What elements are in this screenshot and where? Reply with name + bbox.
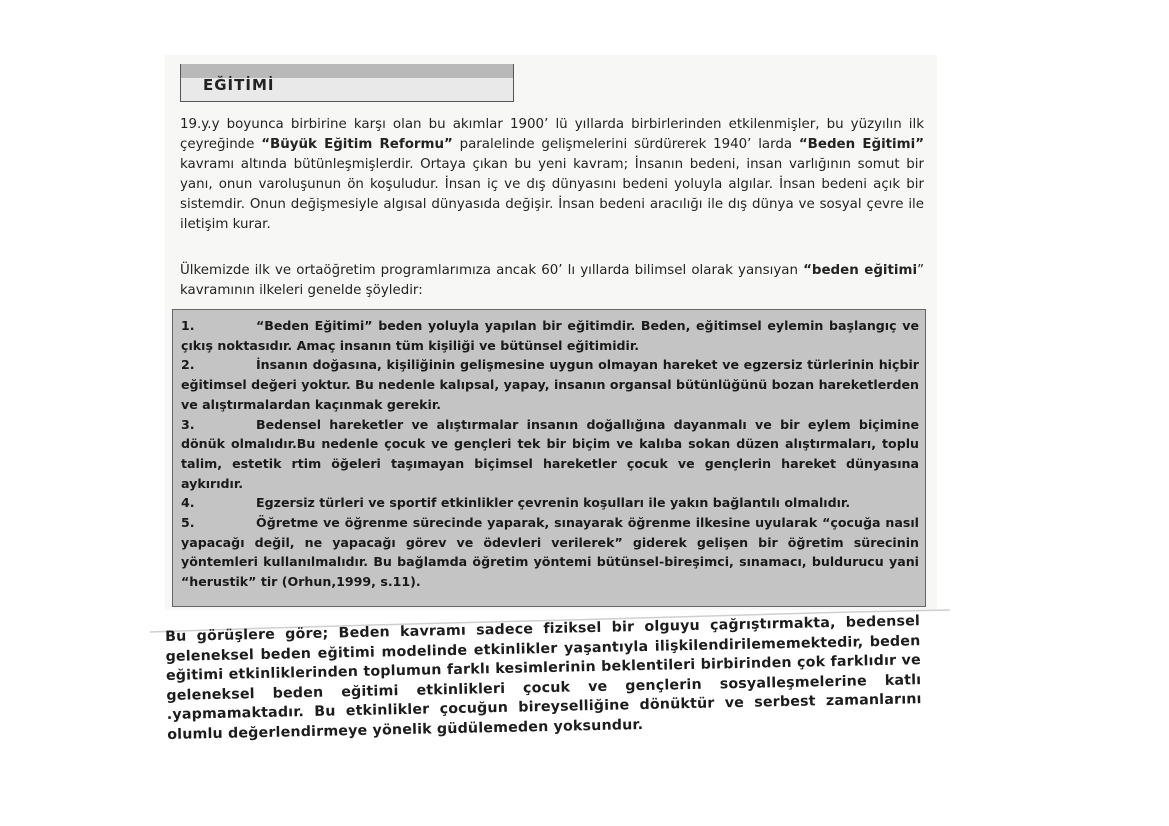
principle-number: 3. [181,416,195,432]
intro-text-3: kavramı altında bütünleşmişlerdir. Ortaya çıkan bu yeni kavram; İnsanın bedeni, insan varlığının somut bir yanı, onun varoluşunun ön koşuludur. İnsan iç ve dış dünyasını bedeni yoluyla algılar. İnsan bedeni açık bir sistemdir. Onun değişmesiyle algısal dünyasıda değişir. İnsan bedeni aracılığı ile dış dünya ve sosyal çevre ile iletişim kurar. [180,157,924,232]
intro-bold-beden: “Beden Eğitimi” [798,137,924,152]
principle-text: Öğretme ve öğrenme sürecinde yaparak, sınayarak öğrenme ilkesine uyularak “çocuğa nasıl yapacağı değil, ne yapacağı görev ve ödevleri verilerek” giderek gelişen bir öğretim sürecinin yöntemleri kullanılmalıdır. Bu bağlamda öğretim yöntemi bütünsel-bireşimci, sınamacı, buldurucu yani “herustik” tir (Orhun,1999, s.11). [181,515,919,590]
principle-number: 4. [181,495,195,511]
principles-box [172,309,926,607]
principle-number: 2. [181,357,195,373]
programs-bold: “beden eğitimi [803,263,918,278]
principles-list [181,316,919,592]
programs-paragraph [180,261,924,301]
conclusion-paragraph: Bu görüşlere göre; Beden kavramı sadece fiziksel bir olguyu çağrıştırmakta, bedensel geleneksel beden eğitimi modelinde etkinlikler yaşantıyla ilişkilendirilememektedir, beden eğitimi etkinliklerinden toplumun farklı kesimlerinin beklentileri birbirinden çok farklıdır ve geleneksel beden eğitimi etkinlikleri çocuk ve gençlerin sosyalleşmelerine katlı .yapmamaktadır. Bu etkinlikler çocuğun bireyselliğine dönüktür ve serbest zamanlarını olumlu değerlendirmeye yönelik güdülemeden yoksundur. [165,613,922,743]
section-title: EĞİTİMİ [203,76,275,94]
principle-text: Bedensel hareketler ve alıştırmalar insanın doğallığına dayanmalı ve bir eylem biçimine dönük olmalıdır.Bu nedenle çocuk ve gençleri tek bir biçim ve kalıba sokan düzen alıştırmaları, toplu talim, estetik rtim öğeleri taşımayan biçimsel hareketler çocuk ve gençlerin hareket dünyasına aykırıdır. [181,416,919,491]
intro-bold-reform: “Büyük Eğitim Reformu” [261,137,453,152]
intro-text-1: 19.y.y boyunca birbirine karşı olan bu akımlar 1900’ lü yıllarda birbirlerinden etkilenmişler, bu yüzyılın ilk çeyreğinde [180,117,924,152]
programs-text-2: ” kavramının ilkeleri genelde şöyledir: [180,263,924,298]
principle-item [181,316,919,355]
section-heading-box [180,64,514,102]
principle-text: İnsanın doğasına, kişiliğinin gelişmesine uygun olmayan hareket ve egzersiz türlerinin hiçbir eğitimsel değeri yoktur. Bu nedenle kalıpsal, yapay, insanın organsal bütünlüğünü bozan hareketlerden ve alıştırmalardan kaçınmak gerekir. [181,357,919,412]
principle-item [181,415,919,494]
principle-item [181,493,919,513]
principle-text: “Beden Eğitimi” beden yoluyla yapılan bir eğitimdir. Beden, eğitimsel eylemin başlangıç ve çıkış noktasıdır. Amaç insanın tüm kişiliği ve bütünsel eğitimidir. [181,318,919,353]
principle-item [181,355,919,414]
programs-text-1: Ülkemizde ilk ve ortaöğretim programlarımıza ancak 60’ lı yıllarda bilimsel olarak yansıyan [180,263,804,278]
intro-paragraph [180,115,924,235]
principle-number: 5. [181,515,195,531]
intro-text-2: paralelinde gelişmelerini sürdürerek 1940’ larda [452,137,799,152]
principle-item [181,513,919,592]
principle-text: Egzersiz türleri ve sportif etkinlikler çevrenin koşulları ile yakın bağlantılı olmalıdır. [256,495,851,511]
principle-number: 1. [181,318,195,333]
